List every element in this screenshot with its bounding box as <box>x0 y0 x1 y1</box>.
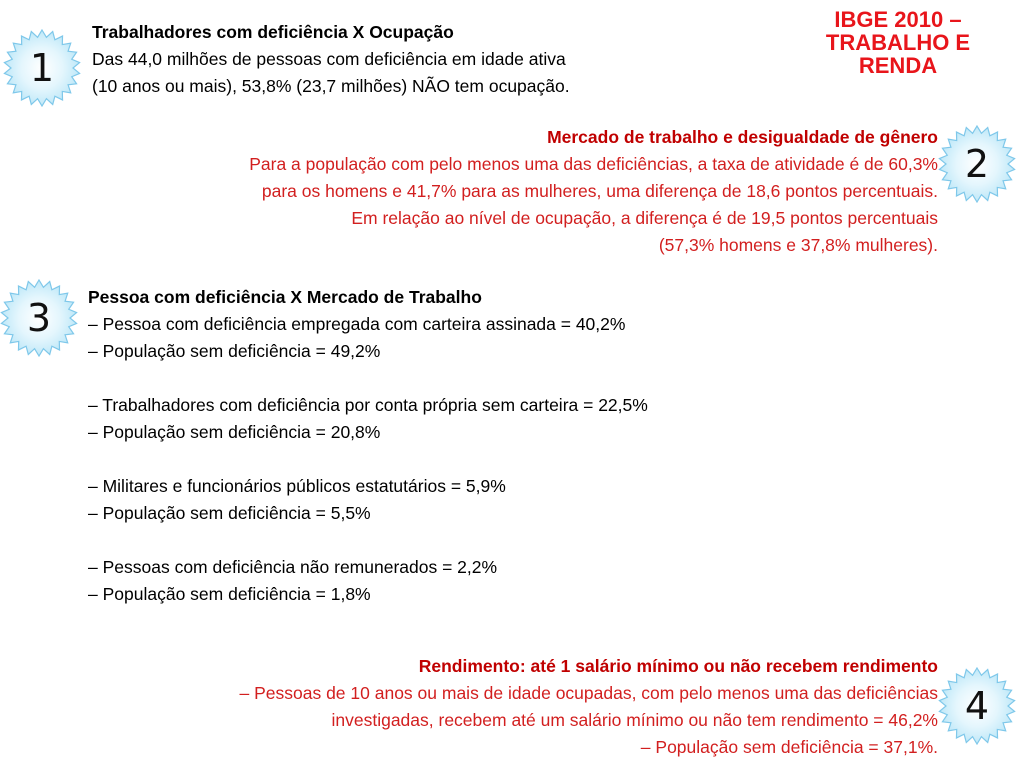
section-line: Em relação ao nível de ocupação, a diferença é de 19,5 pontos percentuais <box>351 208 938 228</box>
section-line: Para a população com pelo menos uma das deficiências, a taxa de atividade é de 60,3% <box>249 154 938 174</box>
section-line: – População sem deficiência = 49,2% <box>88 341 381 361</box>
section-labor-market <box>88 284 648 608</box>
badge-4 <box>938 667 1016 745</box>
section-line: – Pessoas com deficiência não remunerados = 2,2% <box>88 557 498 577</box>
section-line: – População sem deficiência = 1,8% <box>88 584 371 604</box>
section-line: – Pessoas de 10 anos ou mais de idade ocupadas, com pelo menos uma das deficiências <box>239 683 938 703</box>
section-heading: Trabalhadores com deficiência X Ocupação <box>92 22 454 42</box>
section-heading: Mercado de trabalho e desigualdade de gênero <box>547 127 938 147</box>
section-line: Das 44,0 milhões de pessoas com deficiência em idade ativa <box>92 49 566 69</box>
section-line: – Militares e funcionários públicos estatutários = 5,9% <box>88 476 506 496</box>
title-line: IBGE 2010 – <box>834 7 962 32</box>
section-line: investigadas, recebem até um salário mínimo ou não tem rendimento = 46,2% <box>331 710 938 730</box>
section-line: – População sem deficiência = 20,8% <box>88 422 381 442</box>
badge-1 <box>3 29 81 107</box>
section-heading: Pessoa com deficiência X Mercado de Trabalho <box>88 287 482 307</box>
section-line: para os homens e 41,7% para as mulheres, uma diferença de 18,6 pontos percentuais. <box>261 181 938 201</box>
section-occupation <box>92 19 570 100</box>
section-spacer <box>88 446 648 473</box>
section-line: (10 anos ou mais), 53,8% (23,7 milhões) NÃO tem ocupação. <box>92 76 570 96</box>
section-line: – Pessoa com deficiência empregada com carteira assinada = 40,2% <box>88 314 626 334</box>
slide-title <box>780 8 1016 77</box>
section-line: – População sem deficiência = 37,1%. <box>640 737 938 757</box>
section-line: – População sem deficiência = 5,5% <box>88 503 371 523</box>
section-income <box>240 653 939 761</box>
section-heading: Rendimento: até 1 salário mínimo ou não recebem rendimento <box>418 656 938 676</box>
section-gender-inequality <box>249 124 938 259</box>
badge-number: 2 <box>964 142 990 186</box>
badge-number: 4 <box>964 684 990 728</box>
badge-3 <box>0 279 78 357</box>
section-line: (57,3% homens e 37,8% mulheres). <box>658 235 938 255</box>
badge-number: 1 <box>29 46 55 90</box>
title-line: RENDA <box>858 53 938 78</box>
section-spacer <box>88 527 648 554</box>
section-line: – Trabalhadores com deficiência por conta própria sem carteira = 22,5% <box>88 395 648 415</box>
section-spacer <box>88 365 648 392</box>
badge-2 <box>938 125 1016 203</box>
title-line: TRABALHO E <box>825 30 971 55</box>
badge-number: 3 <box>26 296 52 340</box>
